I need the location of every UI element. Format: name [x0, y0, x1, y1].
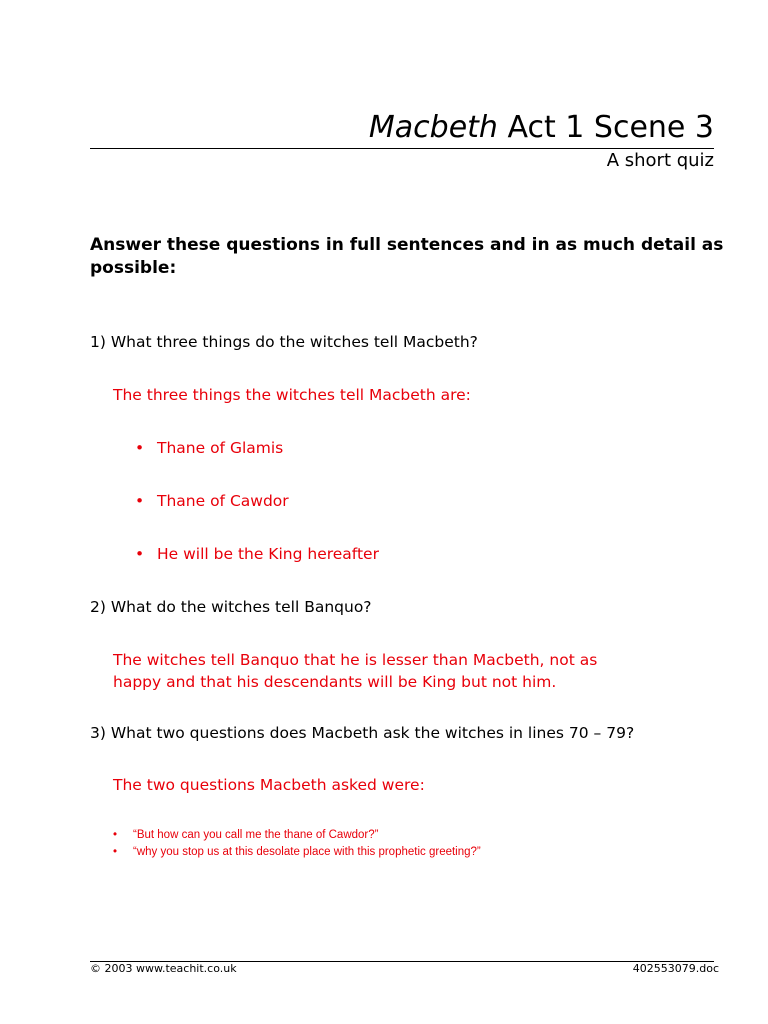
bullet-dot: •: [135, 439, 145, 457]
bullet-text: Thane of Cawdor: [157, 492, 289, 510]
bullet-text: Thane of Glamis: [157, 439, 284, 457]
page-subtitle: A short quiz: [606, 150, 714, 171]
answer-2-line-1: The witches tell Banquo that he is lesser than Macbeth, not as: [113, 651, 598, 669]
page-title: [369, 108, 714, 148]
answer-1-bullet-2: [135, 491, 289, 511]
answer-2-line-2: happy and that his descendants will be King but not him.: [113, 673, 557, 691]
bullet-text: He will be the King hereafter: [157, 545, 379, 563]
footer-copyright: © 2003 www.teachit.co.uk: [90, 962, 237, 975]
title-play-name: Macbeth: [368, 110, 498, 145]
bullet-text: “why you stop us at this desolate place with this prophetic greeting?”: [133, 846, 481, 858]
bullet-dot: •: [113, 846, 118, 858]
bullet-dot: •: [113, 829, 118, 841]
question-1: 1) What three things do the witches tell Macbeth?: [90, 333, 478, 351]
answer-1: The three things the witches tell Macbeth are:: [113, 386, 471, 404]
title-scene: Act 1 Scene 3: [497, 110, 714, 145]
bullet-dot: •: [135, 492, 145, 510]
bullet-text: “But how can you call me the thane of Cawdor?”: [133, 829, 379, 841]
answer-3-bullet-2: [113, 844, 481, 860]
answer-1-bullet-3: [135, 544, 379, 564]
question-3: 3) What two questions does Macbeth ask the witches in lines 70 – 79?: [90, 724, 635, 742]
answer-3-bullet-1: [113, 827, 378, 843]
footer-doc-id: 402553079.doc: [632, 962, 719, 975]
bullet-dot: •: [135, 545, 145, 563]
quiz-instructions: Answer these questions in full sentences and in as much detail as possible:: [90, 235, 724, 278]
question-2: 2) What do the witches tell Banquo?: [90, 598, 372, 616]
answer-1-bullet-1: [135, 438, 283, 458]
answer-3: The two questions Macbeth asked were:: [113, 776, 425, 794]
